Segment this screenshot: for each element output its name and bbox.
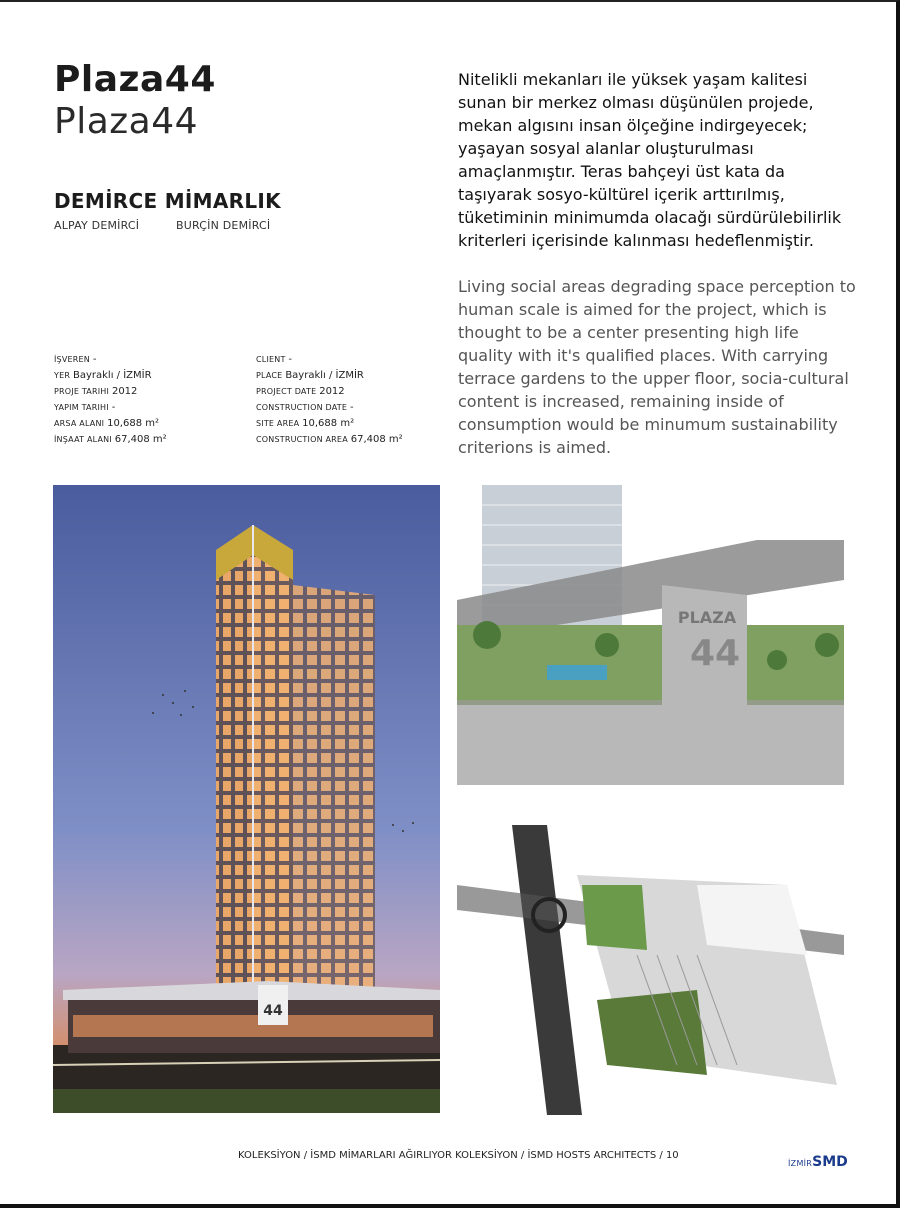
project-title-tr: Plaza44 — [54, 59, 216, 100]
description-en: Living social areas degrading space perception to human scale is aimed for the project, which is thought to be a center presenting high life quality with it's qualified places. With carrying terrace gardens to the upper floor, socia-cultural content is increased, remaining inside of consumption would be minumum sustainability criterions is aimed. — [458, 277, 856, 457]
entrance-sign-number: 44 — [689, 633, 741, 674]
aerial-rendering-image — [457, 825, 844, 1115]
info-row — [256, 432, 403, 448]
project-title-en: Plaza44 — [54, 101, 199, 142]
info-label: CONSTRUCTION AREA — [256, 435, 348, 444]
info-value: Bayraklı / İZMİR — [72, 370, 152, 381]
ismd-logo — [788, 1151, 848, 1170]
architect-2: BURÇİN DEMİRCİ — [176, 219, 271, 232]
entrance-rendering-image — [457, 485, 844, 785]
info-block-en — [256, 352, 403, 448]
info-label: YER — [54, 371, 71, 380]
logo-izmir: İZMİR — [788, 1159, 813, 1168]
tower-rendering-image — [53, 485, 440, 1113]
info-row — [54, 400, 167, 416]
info-row — [54, 432, 167, 448]
info-value: 10,688 m² — [302, 418, 355, 429]
info-value: 2012 — [319, 386, 345, 397]
info-label: SITE AREA — [256, 419, 300, 428]
info-label: PROJECT DATE — [256, 387, 317, 396]
architect-1: ALPAY DEMİRCİ — [54, 219, 140, 232]
description-tr: Nitelikli mekanları ile yüksek yaşam kalitesi sunan bir merkez olması düşünülen projede, mekan algısını insan ölçeğine indirgeyecek; yaşayan sosyal alanlar oluşturulması amaçlanmıştır. Teras bahçeyi üst kata da taşıyarak sosyo-kültürel içerik arttırılmış, tüketiminin minimumda olacağı sürdürülebilirlik kriterleri içerisinde kalınması hedeflenmiştir. — [458, 70, 842, 250]
logo-smd: SMD — [812, 1154, 848, 1170]
info-row — [256, 400, 403, 416]
info-label: PLACE — [256, 371, 283, 380]
info-row — [256, 368, 403, 384]
info-block-tr — [54, 352, 167, 448]
info-value: - — [288, 354, 293, 365]
info-label: CLIENT — [256, 355, 286, 364]
info-row — [54, 368, 167, 384]
info-value: 67,408 m² — [114, 434, 167, 445]
info-label: İŞVEREN — [54, 355, 90, 364]
info-value: 67,408 m² — [350, 434, 403, 445]
info-row — [256, 352, 403, 368]
info-label: CONSTRUCTION DATE — [256, 403, 348, 412]
footer-text: KOLEKSİYON / İSMD MİMARLARI AĞIRLIYOR KOLEKSİYON / İSMD HOSTS ARCHITECTS / 10 — [238, 1150, 679, 1161]
info-row — [256, 416, 403, 432]
info-row — [54, 352, 167, 368]
info-value: Bayraklı / İZMİR — [285, 370, 364, 381]
info-label: YAPIM TARIHI — [54, 403, 109, 412]
info-row — [54, 416, 167, 432]
entrance-sign-plaza: PLAZA — [677, 608, 737, 627]
info-value: 2012 — [111, 386, 138, 397]
info-value: - — [111, 402, 116, 413]
info-label: PROJE TARIHI — [54, 387, 110, 396]
info-value: - — [92, 354, 97, 365]
info-label: ARSA ALANI — [54, 419, 105, 428]
info-label: İNŞAAT ALANI — [54, 435, 112, 444]
info-row — [256, 384, 403, 400]
info-value: - — [350, 402, 354, 413]
firm-name: DEMİRCE MİMARLIK — [54, 189, 281, 213]
info-row — [54, 384, 167, 400]
tower-sign-text: 44 — [263, 1003, 283, 1019]
info-value: 10,688 m² — [107, 418, 159, 429]
